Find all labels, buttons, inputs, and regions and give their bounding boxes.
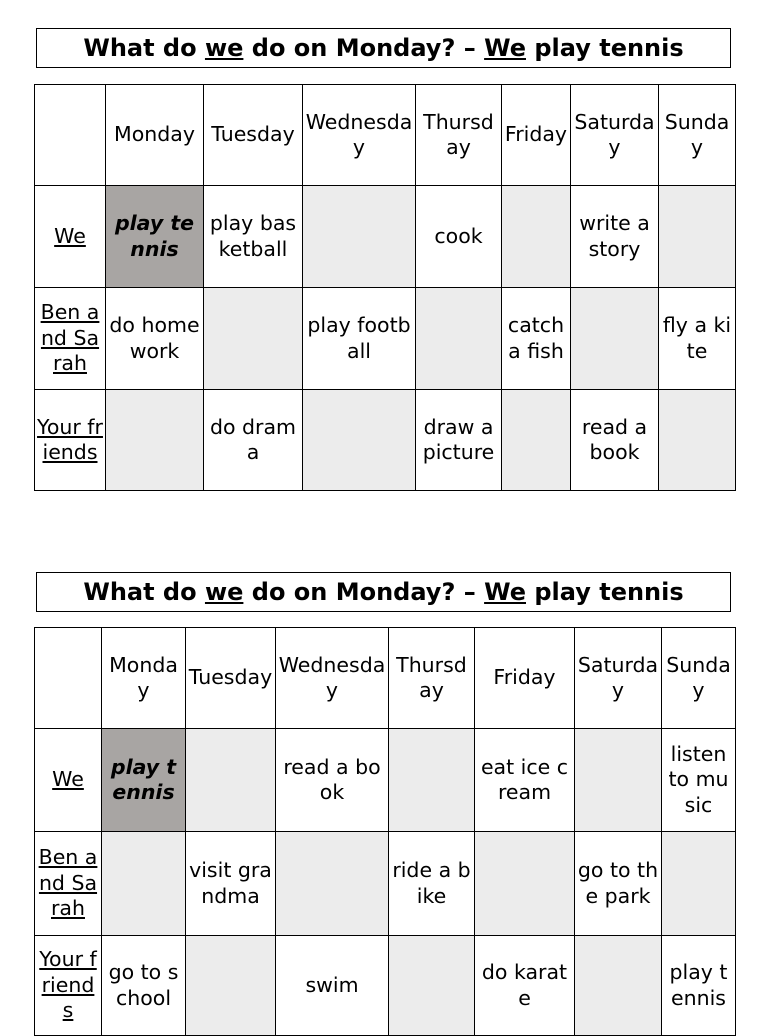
empty-cell: [276, 832, 389, 936]
day-header: Tuesday: [204, 85, 303, 186]
day-header: Thursday: [416, 85, 502, 186]
empty-cell: [389, 936, 475, 1036]
activity-cell: write a story: [571, 186, 659, 288]
title-text: do on Monday? –: [243, 34, 485, 62]
highlighted-cell: play tennis: [102, 729, 186, 832]
row-subject: We: [35, 729, 102, 832]
title-text: What do: [83, 34, 205, 62]
activity-cell: eat ice cream: [475, 729, 575, 832]
row-subject: Your friends: [35, 390, 106, 491]
empty-cell: [571, 288, 659, 390]
worksheet-title-2: [36, 572, 731, 612]
header-row: [35, 628, 736, 729]
worksheet-title-1: [36, 28, 731, 68]
row-subject: Ben and Sarah: [35, 832, 102, 936]
day-header: Wednesday: [303, 85, 416, 186]
table-row: [35, 832, 736, 936]
activity-cell: cook: [416, 186, 502, 288]
empty-cell: [502, 390, 571, 491]
title-text: play tennis: [526, 578, 684, 606]
activity-cell: play football: [303, 288, 416, 390]
empty-cell: [575, 936, 662, 1036]
empty-cell: [475, 832, 575, 936]
day-header: Sunday: [662, 628, 736, 729]
empty-cell: [416, 288, 502, 390]
title-text: What do: [83, 578, 205, 606]
row-subject: Your friends: [35, 936, 102, 1036]
activity-cell: listen to music: [662, 729, 736, 832]
activity-cell: go to the park: [575, 832, 662, 936]
activity-cell: do homework: [106, 288, 204, 390]
corner-cell: [35, 628, 102, 729]
day-header: Monday: [102, 628, 186, 729]
row-subject: We: [35, 186, 106, 288]
activity-cell: do karate: [475, 936, 575, 1036]
empty-cell: [659, 390, 736, 491]
activity-cell: read a book: [571, 390, 659, 491]
corner-cell: [35, 85, 106, 186]
day-header: Saturday: [575, 628, 662, 729]
activity-cell: visit grandma: [186, 832, 276, 936]
empty-cell: [575, 729, 662, 832]
day-header: Monday: [106, 85, 204, 186]
table-row: [35, 390, 736, 491]
highlighted-cell: play tennis: [106, 186, 204, 288]
table-row: [35, 936, 736, 1036]
empty-cell: [204, 288, 303, 390]
day-header: Saturday: [571, 85, 659, 186]
day-header: Sunday: [659, 85, 736, 186]
empty-cell: [389, 729, 475, 832]
schedule-table-1: [34, 84, 736, 491]
activity-cell: play basketball: [204, 186, 303, 288]
title-text: play tennis: [526, 34, 684, 62]
activity-cell: draw a picture: [416, 390, 502, 491]
schedule-table-2: [34, 627, 736, 1036]
title-underlined-word: We: [484, 34, 526, 62]
empty-cell: [303, 390, 416, 491]
empty-cell: [106, 390, 204, 491]
empty-cell: [662, 832, 736, 936]
day-header: Tuesday: [186, 628, 276, 729]
empty-cell: [303, 186, 416, 288]
empty-cell: [659, 186, 736, 288]
empty-cell: [102, 832, 186, 936]
empty-cell: [502, 186, 571, 288]
title-underlined-word: we: [204, 34, 244, 62]
activity-cell: catch a fish: [502, 288, 571, 390]
day-header: Friday: [502, 85, 571, 186]
activity-cell: play tennis: [662, 936, 736, 1036]
empty-cell: [186, 936, 276, 1036]
activity-cell: fly a kite: [659, 288, 736, 390]
activity-cell: ride a bike: [389, 832, 475, 936]
title-underlined-word: we: [204, 578, 244, 606]
empty-cell: [186, 729, 276, 832]
title-text: do on Monday? –: [243, 578, 485, 606]
activity-cell: swim: [276, 936, 389, 1036]
table-row: [35, 729, 736, 832]
table-row: [35, 288, 736, 390]
activity-cell: do drama: [204, 390, 303, 491]
header-row: [35, 85, 736, 186]
day-header: Thursday: [389, 628, 475, 729]
title-underlined-word: We: [484, 578, 526, 606]
table-row: [35, 186, 736, 288]
activity-cell: go to school: [102, 936, 186, 1036]
row-subject: Ben and Sarah: [35, 288, 106, 390]
day-header: Wednesday: [276, 628, 389, 729]
activity-cell: read a book: [276, 729, 389, 832]
day-header: Friday: [475, 628, 575, 729]
